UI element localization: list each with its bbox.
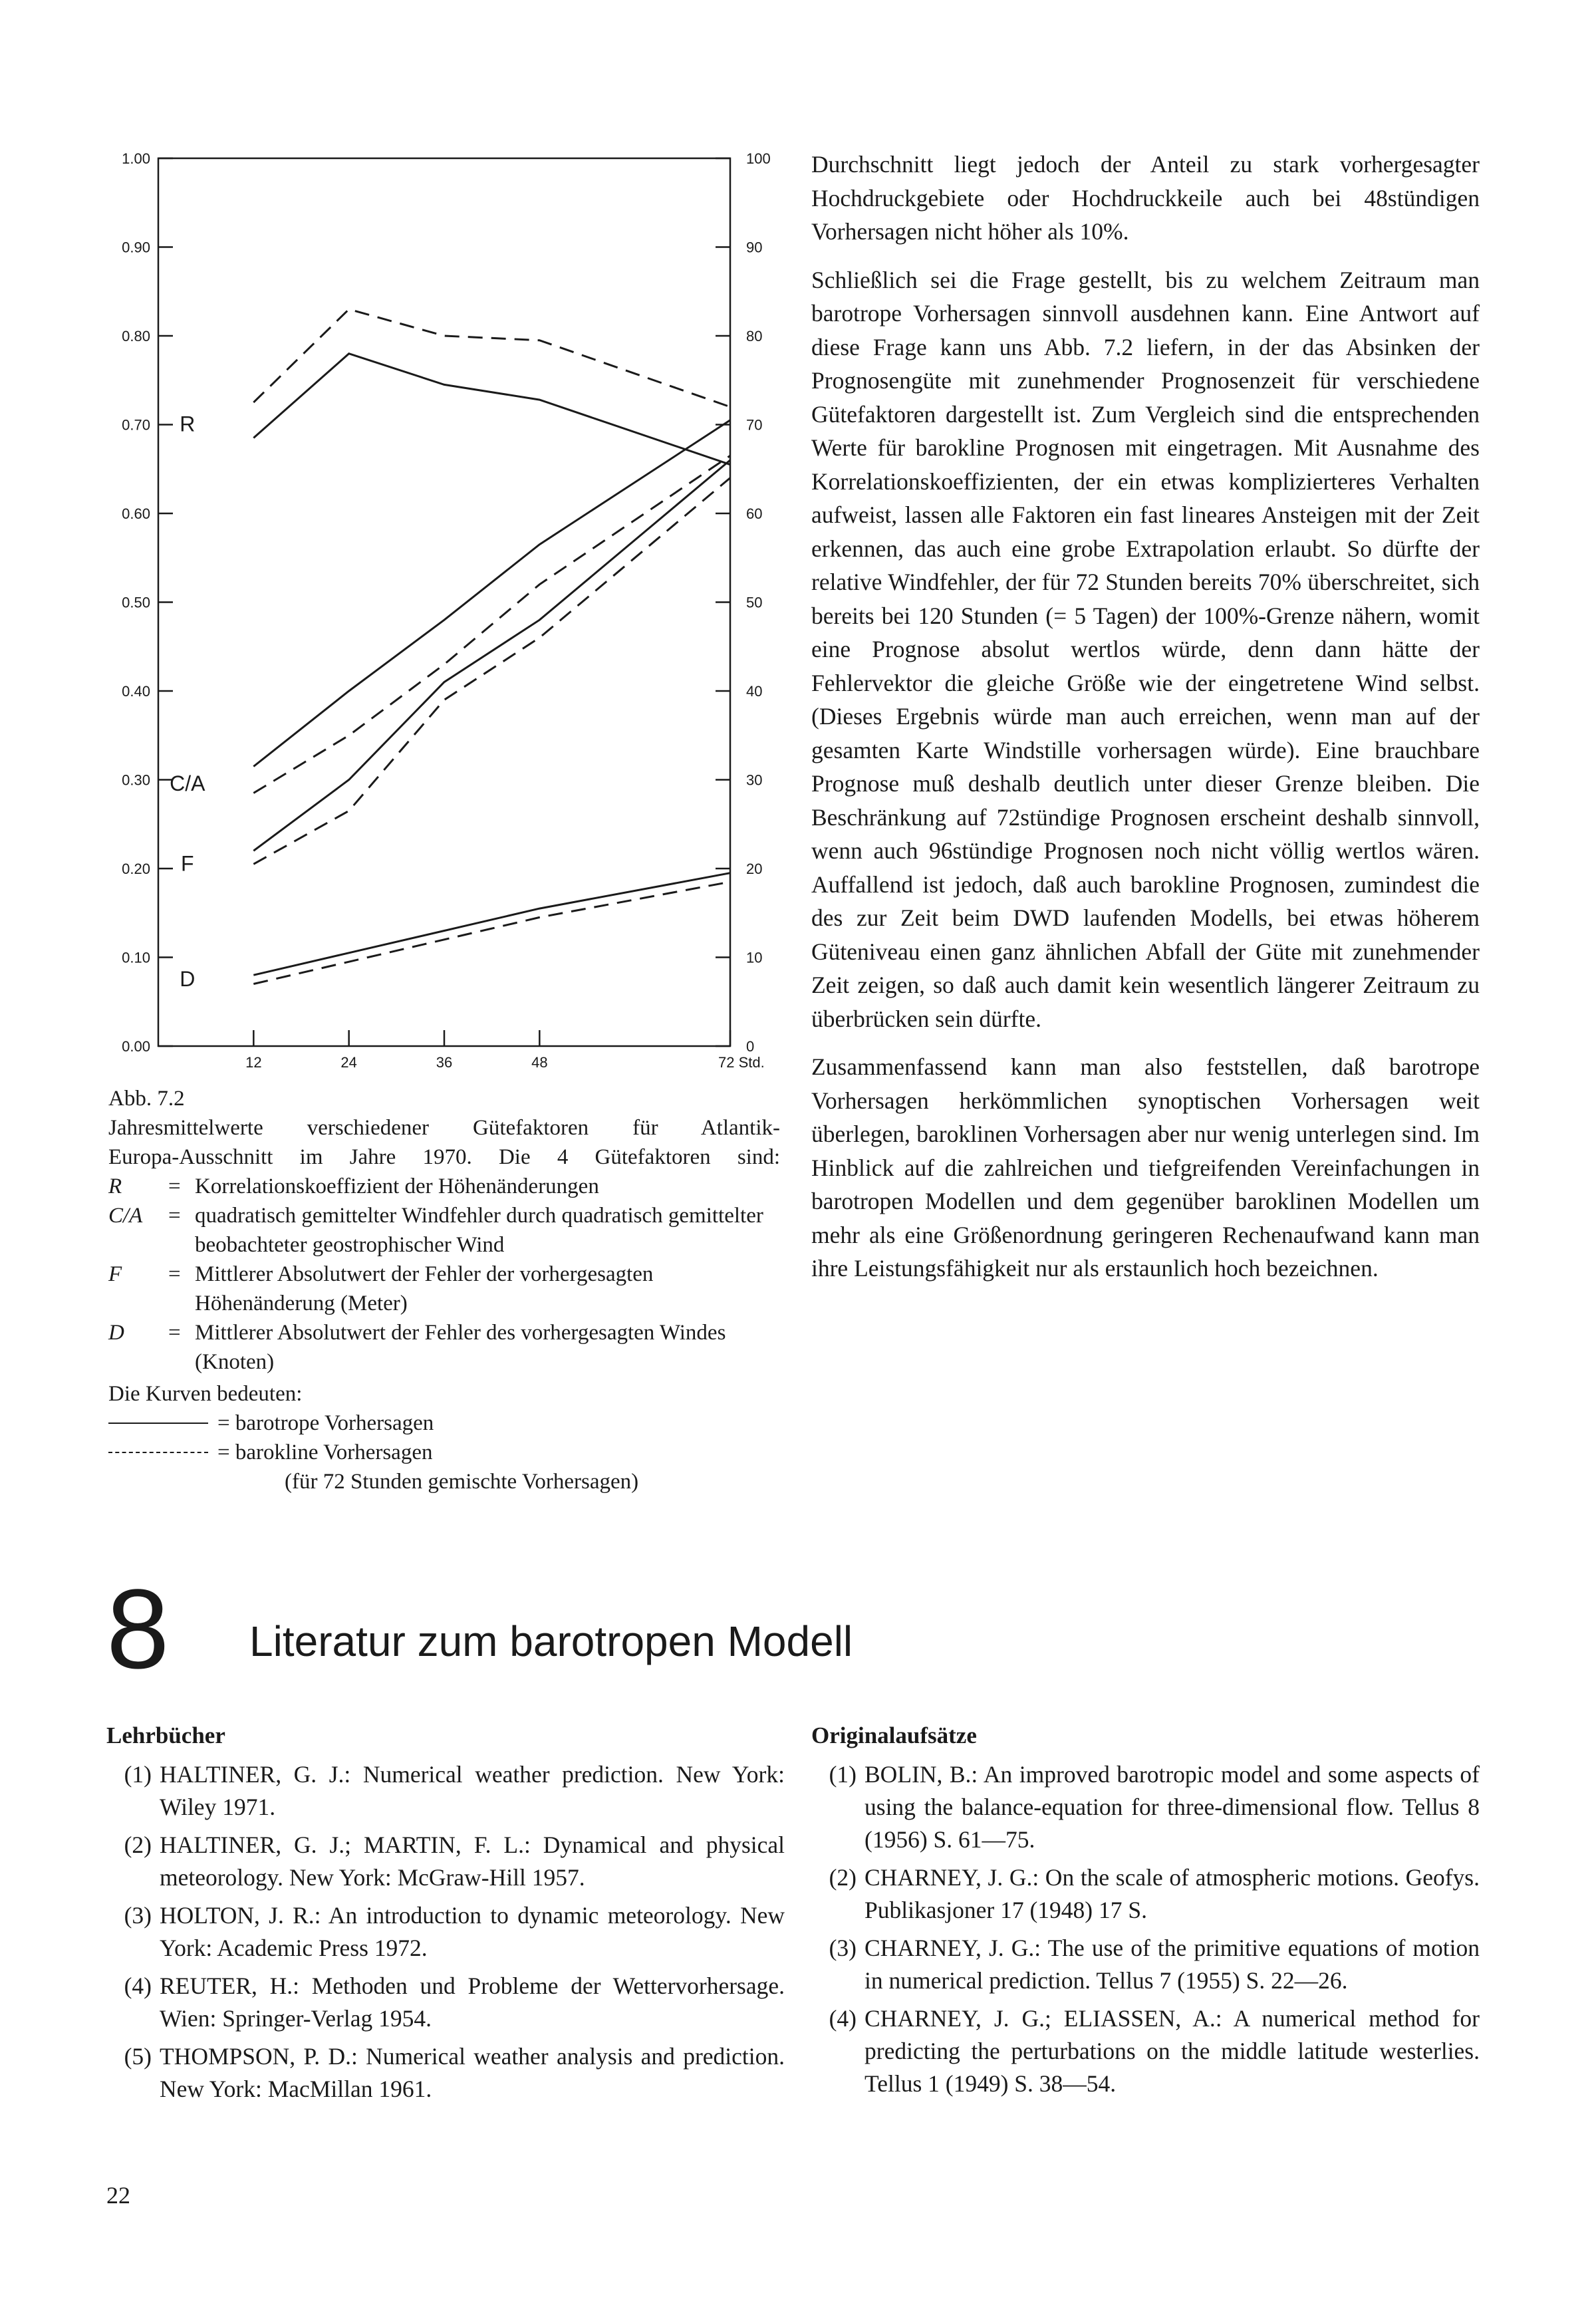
x-tick-label: 24 <box>340 1054 357 1071</box>
series-line-f-dashed <box>253 478 730 865</box>
definition-text: Mittlerer Absolutwert der Fehler der vorhergesagten Höhenänderung (Meter) <box>195 1262 654 1315</box>
legend-baroklin-text: = barokline Vorhersagen <box>217 1440 433 1464</box>
reference-text: CHARNEY, J. G.: The use of the primitive equations of motion in numerical prediction. Tellus 7 (1955) S. 22—26. <box>864 1935 1480 1994</box>
x-tick-label: 36 <box>436 1054 453 1071</box>
definition-equals: = <box>168 1204 181 1228</box>
legend-barotrop <box>108 1409 780 1438</box>
line-chart <box>93 133 785 1077</box>
definition-symbol: R <box>108 1174 122 1198</box>
reference-text: CHARNEY, J. G.; ELIASSEN, A.: A numerical method for predicting the perturbations on the middle latitude westerlies. Tellus 1 (1949) S. 38—54. <box>864 2005 1480 2097</box>
definition-f <box>108 1260 780 1318</box>
definition-d <box>108 1318 780 1377</box>
definition-r <box>108 1172 780 1201</box>
y-tick-label: 0.30 <box>122 771 150 789</box>
y-tick-label: 0.20 <box>122 861 150 877</box>
curve-label: C/A <box>170 771 205 796</box>
series-line-ca-dashed <box>253 456 730 793</box>
figure-caption <box>108 1084 780 1496</box>
y-tick-label: 0.00 <box>122 1038 150 1055</box>
caption-line-2: Europa-Ausschnitt im Jahre 1970. Die 4 Gütefaktoren sind: <box>108 1145 780 1169</box>
plot-frame <box>158 158 730 1046</box>
curve-label: R <box>180 412 196 436</box>
reference-number: (1) <box>829 1761 857 1788</box>
right-column-text <box>811 148 1480 1300</box>
caption-line-1: Jahresmittelwerte verschiedener Gütefaktoren für Atlantik- <box>108 1116 780 1140</box>
reference-text: HALTINER, G. J.: Numerical weather prediction. New York: Wiley 1971. <box>160 1761 785 1820</box>
y2-tick-label: 50 <box>746 594 763 611</box>
reference-text: BOLIN, B.: An improved barotropic model and some aspects of using the balance-equation for three-dimensional flow. Tellus 8 (1956) S. 61—75. <box>864 1761 1480 1853</box>
series-line-r-solid <box>253 354 730 465</box>
y2-tick-label: 70 <box>746 416 763 434</box>
reference-number: (3) <box>829 1935 857 1961</box>
x-tick-label: 12 <box>245 1054 262 1071</box>
y2-tick-label: 0 <box>746 1038 755 1055</box>
paragraph-2: Schließlich sei die Frage gestellt, bis zu welchem Zeitraum man barotrope Vorhersagen sinnvoll ausdehnen kann. Eine Antwort auf diese Frage kann uns Abb. 7.2 liefern, in der das Absinken der Prognosengüte mit zunehmender Prognosenzeit für verschiedene Gütefaktoren dargestellt ist. Zum Vergleich sind die entsprechenden Werte für barokline Prognosen mit eingetragen. Mit Ausnahme des Korrelationskoeffizienten, der ein etwas komplizierteres Verhalten aufweist, lassen alle Faktoren ein fast lineares Ansteigen mit der Zeit erkennen, das auch eine grobe Extrapolation erlaubt. So dürfte der relative Windfehler, der für 72 Stunden bereits 70% überschreitet, sich bereits bei 120 Stunden (= 5 Tagen) der 100%-Grenze nähern, womit eine Prognose absolut wertlos würde, denn dann hätte der Fehlervektor die gleiche Größe wie der eingetretene Wind selbst. (Dieses Ergebnis würde man auch erreichen, wenn man auf der gesamten Karte Windstille vorhersagen würde). Eine brauchbare Prognose muß deshalb deutlich unter dieser Grenze bleiben. Die Beschränkung auf 72stündige Prognosen erscheint deshalb sinnvoll, wenn auch 96stündige Prognosen noch nicht völlig wertlos wären. Auffallend ist jedoch, daß auch barokline Prognosen, zumindest die des zur Zeit beim DWD laufenden Modells, bei etwas höherem Güteniveau einen ganz ähnlichen Abfall der Güte mit zunehmender Zeit zeigen, so daß auch damit kein wesentlich längerer Zeitraum zu überbrücken sein dürfte. <box>811 266 1480 1032</box>
figure-label: Abb. 7.2 <box>108 1087 185 1111</box>
section-heading-lehrbuecher: Lehrbücher <box>106 1722 225 1748</box>
dashed-line-swatch <box>108 1452 208 1453</box>
reference-number: (2) <box>124 1832 152 1858</box>
legend-baroklin <box>108 1438 780 1467</box>
reference-number: (2) <box>829 1864 857 1891</box>
definition-equals: = <box>168 1174 181 1198</box>
chapter-title: Literatur zum barotropen Modell <box>249 1617 853 1665</box>
reference-text: REUTER, H.: Methoden und Probleme der Wettervorhersage. Wien: Springer-Verlag 1954. <box>160 1973 785 2032</box>
reference-item <box>811 1758 1480 1856</box>
series-line-ca-solid <box>253 420 730 767</box>
y-tick-label: 0.90 <box>122 239 150 256</box>
reference-text: THOMPSON, P. D.: Numerical weather analysis and prediction. New York: MacMillan 1961. <box>160 2043 785 2102</box>
x-tick-label: 72 Std. <box>718 1054 765 1071</box>
reference-number: (4) <box>829 2005 857 2032</box>
y2-tick-label: 80 <box>746 328 763 344</box>
definition-equals: = <box>168 1262 181 1286</box>
series-line-d-dashed <box>253 882 730 984</box>
references-textbooks <box>106 1719 785 2111</box>
series-line-d-solid <box>253 873 730 976</box>
reference-number: (1) <box>124 1761 152 1788</box>
y2-tick-label: 60 <box>746 505 763 522</box>
definition-symbol: D <box>108 1321 124 1345</box>
y-tick-label: 1.00 <box>122 150 150 167</box>
curves-title: Die Kurven bedeuten: <box>108 1382 303 1406</box>
definition-symbol: C/A <box>108 1204 143 1228</box>
reference-number: (5) <box>124 2043 152 2070</box>
y-tick-label: 0.40 <box>122 683 150 700</box>
reference-text: HALTINER, G. J.; MARTIN, F. L.: Dynamical and physical meteorology. New York: McGraw-Hill 1957. <box>160 1832 785 1891</box>
y-tick-label: 0.80 <box>122 328 150 344</box>
paragraph-1: Durchschnitt liegt jedoch der Anteil zu stark vorhergesagter Hochdruckgebiete oder Hochdruckkeile auch bei 48stündigen Vorhersagen nicht höher als 10%. <box>811 151 1480 245</box>
y2-tick-label: 20 <box>746 861 763 877</box>
definition-text: quadratisch gemittelter Windfehler durch quadratisch gemittelter beobachteter geostrophischer Wind <box>195 1204 763 1257</box>
reference-item <box>106 1970 785 2035</box>
solid-line-swatch <box>108 1423 208 1424</box>
x-tick-label: 48 <box>531 1054 548 1071</box>
y2-tick-label: 10 <box>746 949 763 966</box>
reference-text: CHARNEY, J. G.: On the scale of atmospheric motions. Geofys. Publikasjoner 17 (1948) 17 S. <box>864 1864 1480 1923</box>
reference-item <box>106 2040 785 2106</box>
reference-item <box>811 1861 1480 1927</box>
y-tick-label: 0.50 <box>122 594 150 611</box>
definition-text: Mittlerer Absolutwert der Fehler des vorhergesagten Windes (Knoten) <box>195 1321 726 1374</box>
reference-item <box>106 1899 785 1965</box>
legend-barotrop-text: = barotrope Vorhersagen <box>217 1411 434 1435</box>
section-heading-originalaufsaetze: Originalaufsätze <box>811 1722 977 1748</box>
chapter-number: 8 <box>106 1566 170 1693</box>
reference-text: HOLTON, J. R.: An introduction to dynamic meteorology. New York: Academic Press 1972. <box>160 1902 785 1961</box>
legend-mixed-note: (für 72 Stunden gemischte Vorhersagen) <box>285 1470 639 1494</box>
reference-item <box>811 2002 1480 2100</box>
reference-item <box>811 1932 1480 1997</box>
y2-tick-label: 100 <box>746 150 771 167</box>
references-original-papers <box>811 1719 1480 2106</box>
reference-item <box>106 1829 785 1894</box>
definition-text: Korrelationskoeffizient der Höhenänderungen <box>195 1174 599 1198</box>
curve-label: F <box>181 851 194 876</box>
page-number: 22 <box>106 2182 130 2209</box>
definition-symbol: F <box>108 1262 122 1286</box>
reference-number: (4) <box>124 1973 152 1999</box>
reference-number: (3) <box>124 1902 152 1929</box>
reference-item <box>106 1758 785 1824</box>
y2-tick-label: 40 <box>746 683 763 700</box>
figure-7-2 <box>93 133 785 1077</box>
y2-tick-label: 90 <box>746 239 763 256</box>
y-tick-label: 0.70 <box>122 416 150 434</box>
curve-label: D <box>180 966 196 991</box>
definition-ca <box>108 1201 780 1260</box>
series-line-f-solid <box>253 460 730 851</box>
paragraph-3: Zusammenfassend kann man also feststellen, daß barotrope Vorhersagen herkömmlichen synoptischen Vorhersagen weit überlegen, baroklinen Vorhersagen aber nur wenig unterlegen sind. Im Hinblick auf die zahlreichen und tiefgreifenden Vereinfachungen in barotropen Modellen und dem gegenüber baroklinen Modellen um mehr als eine Größenordnung geringeren Rechenaufwand kann man ihre Leistungsfähigkeit nur als erstaunlich hoch bezeichnen. <box>811 1053 1480 1282</box>
y2-tick-label: 30 <box>746 771 763 789</box>
y-tick-label: 0.60 <box>122 505 150 522</box>
y-tick-label: 0.10 <box>122 949 150 966</box>
definition-equals: = <box>168 1321 181 1345</box>
